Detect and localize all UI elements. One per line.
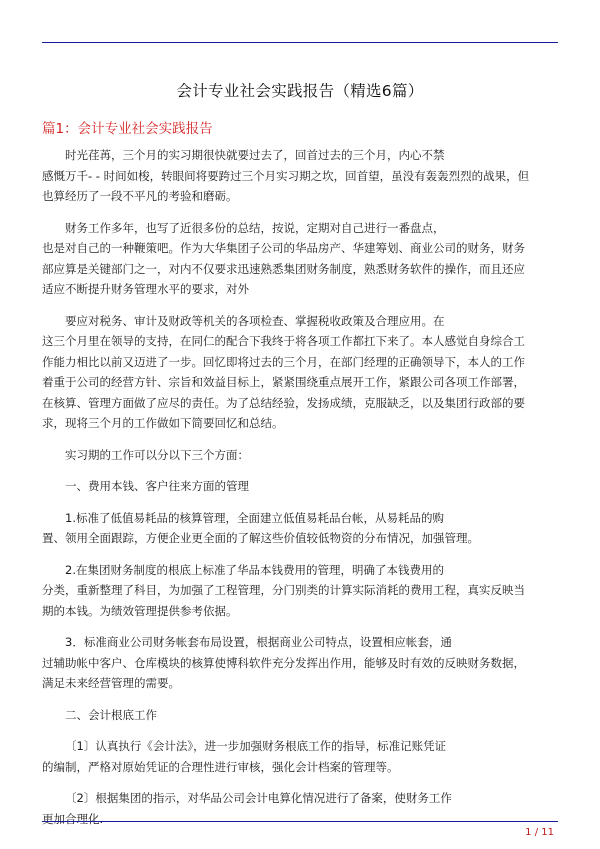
paragraph-line: 1.标准了低值易耗品的核算管理，全面建立低值易耗品台帐，从易耗品的购 bbox=[65, 510, 444, 525]
paragraph-line: 更加合理化. bbox=[42, 811, 104, 826]
document-title: 会计专业社会实践报告（精选6篇） bbox=[176, 82, 424, 100]
body-paragraph bbox=[42, 788, 558, 829]
body-paragraph bbox=[42, 705, 558, 726]
body-paragraph bbox=[42, 632, 558, 694]
paragraph-line: 3．标准商业公司财务帐套布局设置，根据商业公司特点，设置相应帐套，通 bbox=[65, 635, 452, 649]
footer-rule bbox=[42, 821, 558, 822]
section-heading: 篇1：会计专业社会实践报告 bbox=[42, 121, 213, 137]
paragraph-line: 2.在集团财务制度的根底上标准了华品本钱费用的管理，明确了本钱费用的 bbox=[65, 562, 444, 577]
paragraph-line: 部应算是关键部门之一，对内不仅要求迅速熟悉集团财务制度，熟悉财务软件的操作，而且还应 bbox=[42, 261, 525, 276]
page-indicator: 1 / 11 bbox=[525, 827, 554, 838]
paragraph-line: 作能力相比以前又迈进了一步。回忆即将过去的三个月，在部门经理的正确领导下，本人的工作 bbox=[42, 354, 525, 369]
paragraph-line: 满足未来经营管理的需要。 bbox=[42, 676, 180, 690]
paragraph-line: 的编制，严格对原始凭证的合理性进行审核，强化会计档案的管理等。 bbox=[42, 759, 399, 774]
body-paragraph bbox=[42, 311, 558, 434]
paragraph-line: 感慨万千- - 时间如梭，转眼间将要跨过三个月实习期之坎，回首望，虽没有轰轰烈烈的战果，但 bbox=[42, 168, 530, 183]
header-rule bbox=[42, 42, 558, 43]
body-paragraph bbox=[42, 508, 558, 549]
paragraph-line: 着重于公司的经营方针、宗旨和效益目标上，紧紧围绕重点展开工作，紧跟公司各项工作部署， bbox=[42, 375, 525, 389]
paragraph-line: 期的本钱。为绩效管理提供参考依据。 bbox=[42, 603, 238, 618]
body-paragraph bbox=[42, 476, 558, 497]
paragraph-line: 〔2〕根据集团的指示，对华品公司会计电算化情况进行了备案，使财务工作 bbox=[65, 791, 452, 805]
body-paragraph bbox=[42, 560, 558, 622]
paragraph-line: 适应不断提升财务管理水平的要求，对外 bbox=[42, 282, 249, 296]
paragraph-line: 置、领用全面跟踪，方便企业更全面的了解这些价值较低物资的分布情况，加强管理。 bbox=[42, 531, 479, 545]
paragraph-line: 也是对自己的一种鞭策吧。作为大华集团子公司的华品房产、华建筹划、商业公司的财务，财务 bbox=[42, 241, 525, 255]
paragraph-line: 财务工作多年，也写了近很多份的总结，按说，定期对自己进行一番盘点， bbox=[65, 220, 445, 235]
paragraph-line: 在核算、管理方面做了应尽的责任。为了总结经验，发扬成绩，克服缺乏，以及集团行政部的要 bbox=[42, 395, 525, 410]
paragraph-line: 实习期的工作可以分以下三个方面： bbox=[65, 447, 249, 462]
paragraph-line: 分类，重新整理了科目，为加强了工程管理，分门别类的计算实际消耗的费用工程，真实反映当 bbox=[42, 583, 525, 597]
body-paragraph bbox=[42, 145, 558, 207]
body-paragraph bbox=[42, 445, 558, 466]
paragraph-line: 这三个月里在领导的支持，在同仁的配合下我终于将各项工作都扛下来了。本人感觉自身综合工 bbox=[42, 334, 525, 348]
body-paragraph bbox=[42, 736, 558, 777]
paragraph-line: 要应对税务、审计及财政等机关的各项检查、掌握税收政策及合理应用。在 bbox=[65, 313, 445, 328]
document-body bbox=[42, 145, 558, 840]
paragraph-line: 时光荏苒，三个月的实习期很快就要过去了，回首过去的三个月，内心不禁 bbox=[65, 148, 445, 162]
paragraph-line: 一、费用本钱、客户往来方面的管理 bbox=[65, 479, 249, 493]
paragraph-line: 也算经历了一段不平凡的考验和磨砺。 bbox=[42, 189, 238, 203]
body-paragraph bbox=[42, 218, 558, 300]
paragraph-line: 〔1〕认真执行《会计法》，进一步加强财务根底工作的指导，标准记账凭证 bbox=[65, 739, 447, 753]
paragraph-line: 求，现将三个月的工作做如下简要回忆和总结。 bbox=[42, 416, 284, 430]
paragraph-line: 二、会计根底工作 bbox=[65, 707, 157, 722]
paragraph-line: 过辅助帐中客户、仓库模块的核算使博科软件充分发挥出作用，能够及时有效的反映财务数据， bbox=[42, 655, 525, 670]
